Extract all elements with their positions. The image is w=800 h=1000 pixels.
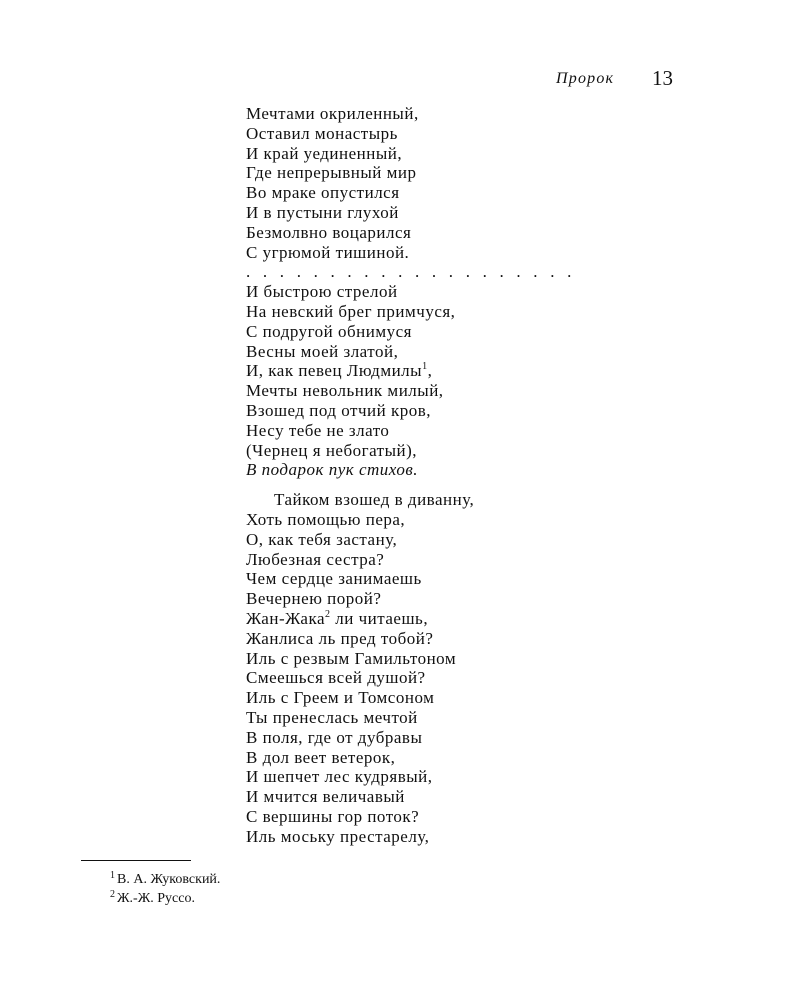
running-header	[556, 66, 680, 90]
poem-line: С подругой обнимуся	[246, 321, 412, 341]
poem-line: Любезная сестра?	[246, 549, 385, 569]
poem-line: И мчится величавый	[246, 787, 405, 807]
page-number: 13	[652, 66, 673, 90]
poem-line: Во мраке опустился	[246, 183, 400, 203]
poem-line: Безмолвно воцарился	[246, 222, 412, 242]
footnote	[110, 870, 510, 889]
poem-line	[246, 361, 686, 381]
footnote-text: В. А. Жуковский.	[117, 872, 221, 887]
poem-line: Где непрерывный мир	[246, 163, 417, 183]
poem-line: Иль моську престарелу,	[246, 826, 430, 846]
poem-line: (Чернец я небогатый),	[246, 440, 418, 460]
poem-line-italic: В подарок пук стихов.	[246, 460, 419, 480]
poem-line: С угрюмой тишиной.	[246, 242, 410, 262]
poem-line-text: И, как певец Людмилы	[246, 361, 423, 381]
footnote-ref: 2	[325, 608, 331, 620]
poem-line: Вечернею порой?	[246, 589, 382, 609]
poem-line: Иль с резвым Гамильтоном	[246, 648, 457, 668]
poem-line: Жанлиса ль пред тобой?	[246, 628, 434, 648]
poem-line: И край уединенный,	[246, 143, 403, 163]
poem-line: На невский брег примчуся,	[246, 301, 456, 321]
poem-line: Весны моей златой,	[246, 341, 399, 361]
poem-line: Взошед под отчий кров,	[246, 400, 432, 420]
poem-line: В дол веет ветерок,	[246, 747, 396, 767]
poem-line: Мечты невольник милый,	[246, 381, 444, 401]
stanza-break	[246, 480, 686, 490]
poem-line: Ты пренеслась мечтой	[246, 707, 418, 727]
poem-line-tail: ли читаешь,	[330, 608, 429, 628]
footnotes	[110, 870, 510, 908]
footnote-number: 2	[110, 889, 115, 900]
poem-line: О, как тебя застану,	[246, 529, 398, 549]
poem-line-tail: ,	[427, 361, 433, 381]
footnote	[110, 889, 510, 908]
footnote-ref: 1	[422, 361, 428, 373]
footnote-number: 1	[110, 870, 115, 881]
poem-line: Оставил монастырь	[246, 123, 398, 143]
stanza-first-line: Тайком взошед в диванну,	[274, 490, 475, 510]
poem-line: И в пустыни глухой	[246, 202, 399, 222]
poem-line: Несу тебе не злато	[246, 420, 390, 440]
poem-line: Хоть помощью пера,	[246, 509, 406, 529]
poem-line: В поля, где от дубравы	[246, 727, 423, 747]
poem-line: Мечтами окриленный,	[246, 104, 419, 123]
poem-line: И шепчет лес кудрявый,	[246, 767, 433, 787]
poem-line: Иль с Греем и Томсоном	[246, 688, 435, 708]
poem-text	[246, 104, 686, 846]
poem-line: Чем сердце занимаешь	[246, 569, 422, 589]
running-title: Пророк	[556, 70, 615, 87]
ellipsis-line: . . . . . . . . . . . . . . . . . . . .	[246, 262, 576, 282]
poem-line	[246, 609, 686, 629]
poem-line: И быстрою стрелой	[246, 282, 398, 302]
poem-line: Смеешься всей душой?	[246, 668, 426, 688]
footnote-divider	[81, 860, 191, 861]
poem-line-text: Жан-Жака	[246, 608, 326, 628]
footnote-text: Ж.-Ж. Руссо.	[117, 891, 195, 906]
poem-line: С вершины гор поток?	[246, 806, 420, 826]
